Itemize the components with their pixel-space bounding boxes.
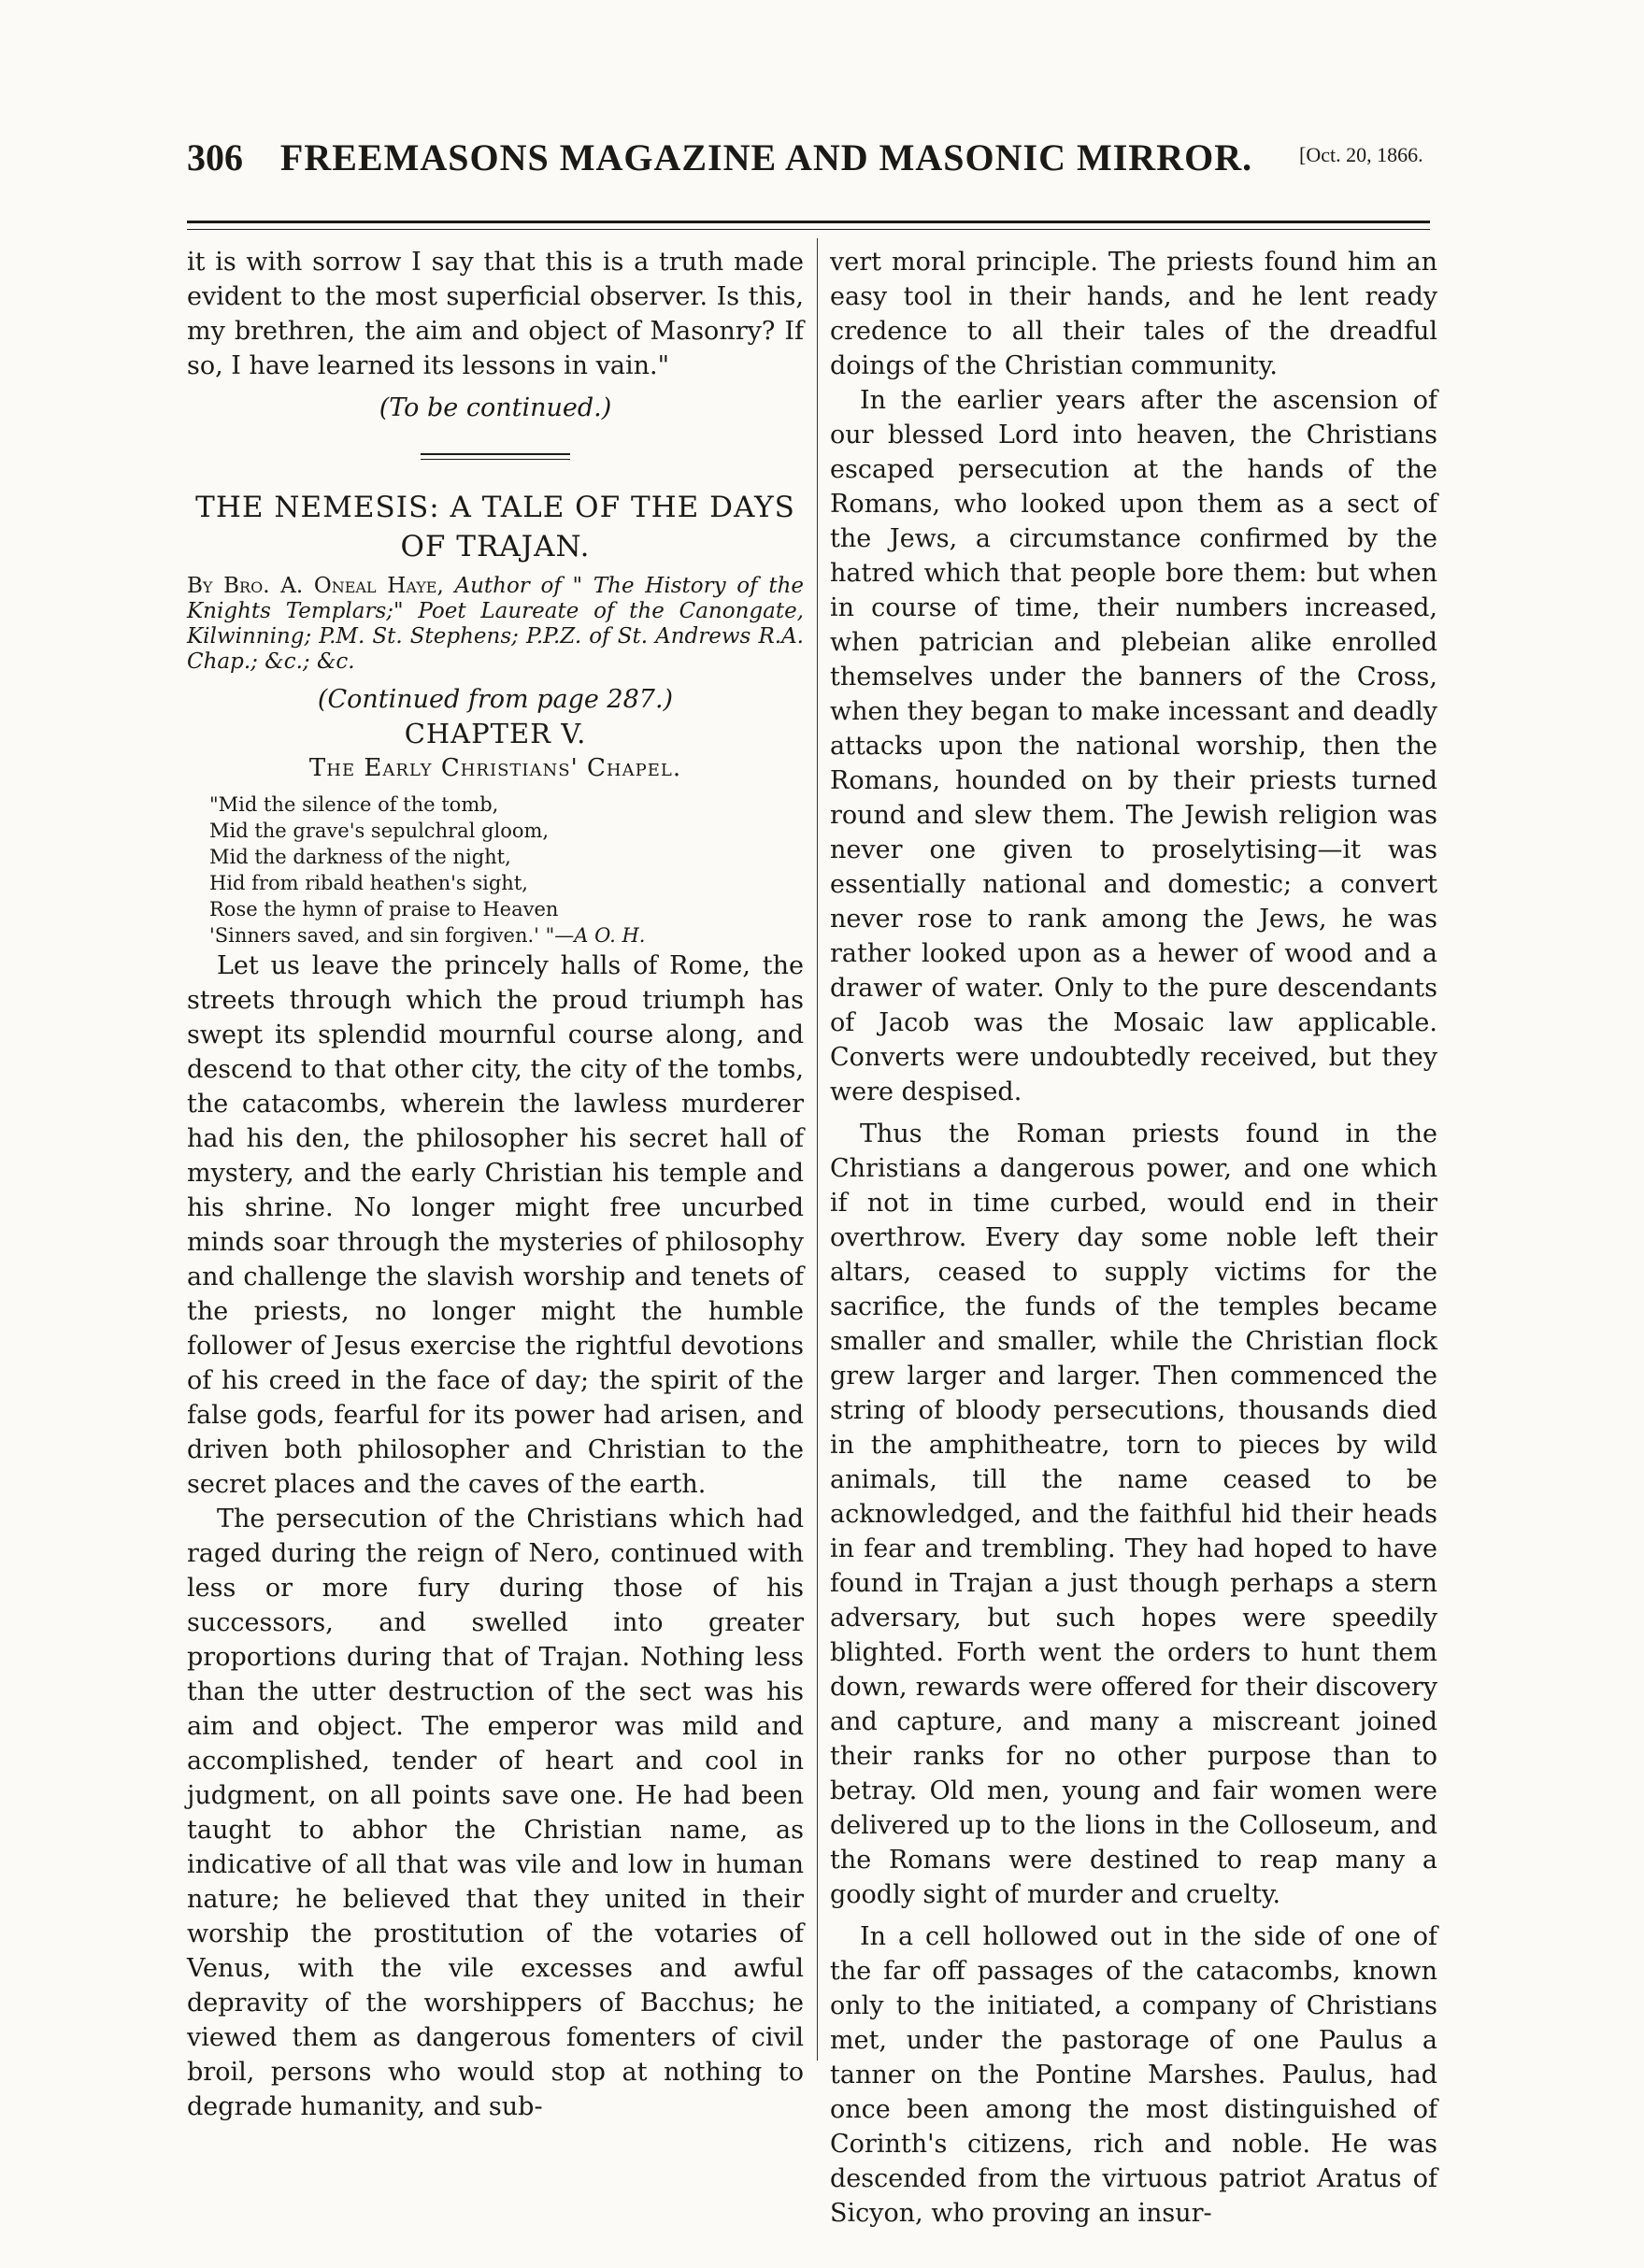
poem-line-last <box>209 922 804 949</box>
page-number: 306 <box>187 136 243 178</box>
right-column <box>830 245 1437 2231</box>
poem-line: Hid from ribald heathen's sight, <box>209 872 528 894</box>
poem-line: Mid the grave's sepulchral gloom, <box>209 820 550 842</box>
body-paragraph-4: Thus the Roman priests found in the Christians a dangerous power, and one which if not in time curbed, would end in their overthrow. Every day some noble left their altars, ceased to supply victims for the sacrifice, the funds of the temples became smaller and smaller, while the Christian flock grew larger and larger. Then commenced the string of bloody persecutions, thousands died in the amphitheatre, torn to pieces by wild animals, till the name ceased to be acknowledged, and the faithful hid their heads in fear and trembling. They had hoped to have found in Trajan a just though perhaps a stern adversary, but such hopes were speedily blighted. Forth went the orders to hunt them down, rewards were offered for their discovery and capture, and many a miscreant joined their ranks for no other purpose than to betray. Old men, young and fair women were delivered up to the lions in the Colloseum, and the Romans were destined to reap many a goodly sight of murder and cruelty. <box>830 1120 1437 1909</box>
epigraph-poem <box>187 792 804 949</box>
header-rule-thick <box>187 221 1430 223</box>
intro-paragraph: it is with sorrow I say that this is a truth made evident to the most superficial observer. Is this, my brethren, the aim and object of Masonry? If so, I have learned its lessons in vain." <box>187 248 804 380</box>
byline-author: By Bro. A. Oneal Haye, <box>187 574 444 598</box>
chapter-heading: CHAPTER V. <box>404 718 587 749</box>
page-header <box>187 136 1430 192</box>
body-paragraph-1: Let us leave the princely halls of Rome, the streets through which the proud triumph has swept its splendid mournful course along, and descend to that other city, the city of the tombs, the catacombs, wherein the lawless murderer had his den, the philosopher his secret hall of mystery, and the early Christian his temple and his shrine. No longer might free uncurbed minds soar through the mysteries of philosophy and challenge the slavish worship and tenets of the priests, no longer might the humble follower of Jesus exercise the rightful devotions of his creed in the face of day; the spirit of the false gods, fearful for its power had arisen, and driven both philosopher and Christian to the secret places and the caves of the earth. <box>187 951 804 1499</box>
continued-from: (Continued from page 287.) <box>317 685 674 714</box>
poem-signature: —A O. H. <box>554 924 646 947</box>
header-rule-thin <box>187 229 1430 230</box>
section-rule <box>421 453 570 455</box>
article-title-line2: OF TRAJAN. <box>400 530 591 563</box>
masthead-title: FREEMASONS MAGAZINE AND MASONIC MIRROR. <box>279 136 1253 178</box>
poem-line: Rose the hymn of praise to Heaven <box>209 898 559 920</box>
article-title-line1: THE NEMESIS: A TALE OF THE DAYS <box>195 491 795 524</box>
chapter-title: The Early Christians' Chapel. <box>308 754 682 782</box>
left-column <box>187 245 804 2124</box>
section-rule-thin <box>421 459 570 460</box>
issue-date: [Oct. 20, 1866. <box>1299 143 1423 166</box>
byline <box>187 574 804 675</box>
body-paragraph-3: In the earlier years after the ascension of our blessed Lord into heaven, the Christians escaped persecution at the hands of the Romans, who looked upon them as a sect of the Jews, a circumstance confirmed by the hatred which that people bore them: but when in course of time, their numbers increased, when patrician and plebeian alike enrolled themselves under the banners of the Cross, when they began to make incessant and deadly attacks upon the national worship, then the Romans, hounded on by their priests turned round and slew them. The Jewish religion was never one given to proselytising—it was essentially national and domestic; a convert never rose to rank among the Jews, he was rather looked upon as a hewer of wood and a drawer of water. Only to the pure descendants of Jacob was the Mosaic law applicable. Converts were undoubtedly received, but they were despised. <box>830 386 1437 1106</box>
byline-credentials: Author of " The History of the Knights Templars;" Poet Laureate of the Canongate, Kilwinning; P.M. St. Stephens; P.P.Z. of St. Andrews R.A. Chap.; &c.; &c. <box>187 574 804 674</box>
column-divider <box>817 238 818 2061</box>
body-paragraph-2: The persecution of the Christians which had raged during the reign of Nero, continued with less or more fury during those of his successors, and swelled into greater proportions during that of Trajan. Nothing less than the utter destruction of the sect was his aim and object. The emperor was mild and accomplished, tender of heart and cool in judgment, on all points save one. He had been taught to abhor the Christian name, as indicative of all that was vile and low in human nature; he believed that they united in their worship the prostitution of the votaries of Venus, with the vile excesses and awful depravity of the worshippers of Bacchus; he viewed them as dangerous fomenters of civil broil, persons who would stop at nothing to degrade humanity, and sub- <box>187 1505 804 2121</box>
continued-paragraph: vert moral principle. The priests found him an easy tool in their hands, and he lent ready credence to all their tales of the dreadful doings of the Christian community. <box>830 248 1437 380</box>
poem-line: Mid the darkness of the night, <box>209 846 511 868</box>
body-paragraph-5: In a cell hollowed out in the side of one of the far off passages of the catacombs, known only to the initiated, a company of Christians met, under the pastorage of one Paulus a tanner on the Pontine Marshes. Paulus, had once been among the most distinguished of Corinth's citizens, rich and noble. He was descended from the virtuous patriot Aratus of Sicyon, who proving an insur- <box>830 1922 1437 2228</box>
to-be-continued: (To be continued.) <box>379 393 612 422</box>
poem-line: "Mid the silence of the tomb, <box>209 793 499 816</box>
poem-line: 'Sinners saved, and sin forgiven.' " <box>209 924 555 947</box>
